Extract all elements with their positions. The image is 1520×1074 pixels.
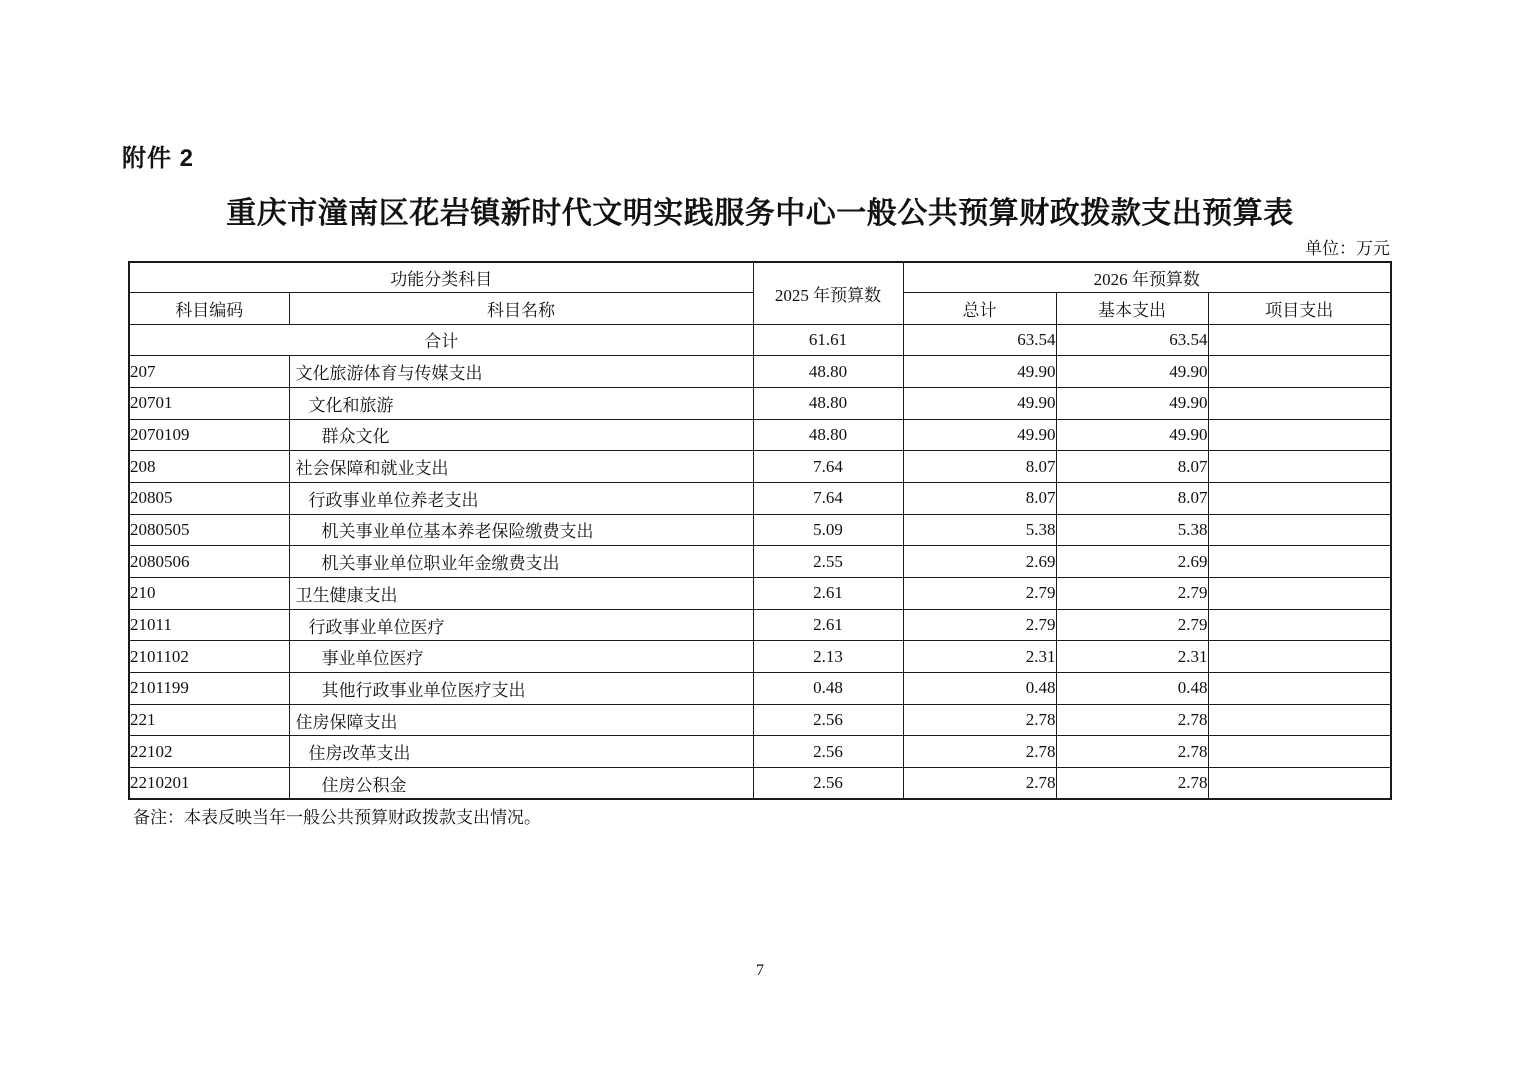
budget-2025-cell: 5.09	[753, 514, 903, 546]
table-row	[129, 546, 1391, 578]
subject-name-cell: 文化旅游体育与传媒支出	[289, 356, 753, 388]
table-header	[129, 262, 1391, 324]
project-2026-cell	[1208, 609, 1391, 641]
basic-2026-cell: 5.38	[1056, 514, 1208, 546]
subject-name-cell: 机关事业单位职业年金缴费支出	[289, 546, 753, 578]
table-row	[129, 578, 1391, 610]
total-2026-cell: 2.78	[903, 704, 1056, 736]
project-2026-cell	[1208, 546, 1391, 578]
subject-name-cell: 住房保障支出	[289, 704, 753, 736]
budget-2025-cell: 2.13	[753, 641, 903, 673]
basic-2026-cell: 0.48	[1056, 673, 1208, 705]
basic-2026-cell: 8.07	[1056, 482, 1208, 514]
basic-2026-cell: 8.07	[1056, 451, 1208, 483]
total-2026-cell: 49.90	[903, 387, 1056, 419]
table-row	[129, 356, 1391, 388]
total-2026-cell: 8.07	[903, 482, 1056, 514]
basic-2026-cell: 2.31	[1056, 641, 1208, 673]
total-2026-cell: 2.78	[903, 736, 1056, 768]
subject-code-cell: 2210201	[129, 768, 289, 800]
page-number: 7	[756, 962, 764, 979]
subject-code-cell: 20701	[129, 387, 289, 419]
table-row	[129, 514, 1391, 546]
budget-2025-cell: 7.64	[753, 482, 903, 514]
header-total-2026: 总计	[903, 292, 1056, 324]
footnote: 备注：本表反映当年一般公共预算财政拨款支出情况。	[133, 808, 541, 827]
total-2026-cell: 2.78	[903, 768, 1056, 800]
subject-code-cell: 22102	[129, 736, 289, 768]
subject-name-cell: 卫生健康支出	[289, 578, 753, 610]
subject-code-cell: 208	[129, 451, 289, 483]
subject-name-cell: 行政事业单位养老支出	[289, 482, 753, 514]
table-body	[129, 324, 1391, 799]
total-2026-cell: 0.48	[903, 673, 1056, 705]
budget-2025-cell: 48.80	[753, 419, 903, 451]
project-2026-cell	[1208, 673, 1391, 705]
subject-name-cell: 群众文化	[289, 419, 753, 451]
subject-code-cell: 2080505	[129, 514, 289, 546]
header-function-category: 功能分类科目	[129, 262, 753, 292]
header-row-1	[129, 262, 1391, 292]
table-row	[129, 704, 1391, 736]
table-row	[129, 768, 1391, 800]
header-budget-2026: 2026 年预算数	[903, 262, 1391, 292]
subject-name-cell: 其他行政事业单位医疗支出	[289, 673, 753, 705]
basic-2026-cell: 2.79	[1056, 609, 1208, 641]
total-2026-cell: 49.90	[903, 419, 1056, 451]
budget-2025-cell: 2.55	[753, 546, 903, 578]
project-2026-cell	[1208, 578, 1391, 610]
total-2026-cell: 2.31	[903, 641, 1056, 673]
budget-2025-cell: 48.80	[753, 356, 903, 388]
subject-name-cell: 住房公积金	[289, 768, 753, 800]
subject-code-cell: 221	[129, 704, 289, 736]
total-2026-cell: 5.38	[903, 514, 1056, 546]
subject-code-cell: 207	[129, 356, 289, 388]
table-row	[129, 609, 1391, 641]
subject-name-cell: 行政事业单位医疗	[289, 609, 753, 641]
header-project-expenditure: 项目支出	[1208, 292, 1391, 324]
project-2026-cell	[1208, 768, 1391, 800]
budget-2025-cell: 2.56	[753, 768, 903, 800]
page-title: 重庆市潼南区花岩镇新时代文明实践服务中心一般公共预算财政拨款支出预算表	[226, 197, 1294, 230]
budget-2025-cell: 0.48	[753, 673, 903, 705]
project-2026-cell	[1208, 736, 1391, 768]
budget-table	[128, 261, 1392, 800]
header-budget-2025: 2025 年预算数	[753, 262, 903, 324]
subject-code-cell: 2101199	[129, 673, 289, 705]
table-row	[129, 387, 1391, 419]
basic-2026-cell: 49.90	[1056, 419, 1208, 451]
header-subject-code: 科目编码	[129, 292, 289, 324]
table-row	[129, 673, 1391, 705]
budget-2025-cell: 61.61	[753, 324, 903, 356]
attachment-label: 附件 2	[122, 145, 195, 172]
basic-2026-cell: 63.54	[1056, 324, 1208, 356]
total-row-label: 合计	[129, 324, 753, 356]
budget-2025-cell: 48.80	[753, 387, 903, 419]
project-2026-cell	[1208, 356, 1391, 388]
basic-2026-cell: 49.90	[1056, 356, 1208, 388]
project-2026-cell	[1208, 451, 1391, 483]
total-2026-cell: 63.54	[903, 324, 1056, 356]
subject-code-cell: 2080506	[129, 546, 289, 578]
total-row	[129, 324, 1391, 356]
table-row	[129, 736, 1391, 768]
budget-2025-cell: 2.56	[753, 736, 903, 768]
total-2026-cell: 2.79	[903, 578, 1056, 610]
total-2026-cell: 2.69	[903, 546, 1056, 578]
budget-2025-cell: 2.61	[753, 609, 903, 641]
table-row	[129, 482, 1391, 514]
project-2026-cell	[1208, 482, 1391, 514]
total-2026-cell: 8.07	[903, 451, 1056, 483]
subject-code-cell: 20805	[129, 482, 289, 514]
project-2026-cell	[1208, 514, 1391, 546]
project-2026-cell	[1208, 324, 1391, 356]
basic-2026-cell: 2.78	[1056, 704, 1208, 736]
table-row	[129, 641, 1391, 673]
header-subject-name: 科目名称	[289, 292, 753, 324]
subject-code-cell: 210	[129, 578, 289, 610]
table-row	[129, 451, 1391, 483]
basic-2026-cell: 2.79	[1056, 578, 1208, 610]
project-2026-cell	[1208, 641, 1391, 673]
subject-code-cell: 21011	[129, 609, 289, 641]
header-basic-expenditure: 基本支出	[1056, 292, 1208, 324]
table-row	[129, 419, 1391, 451]
basic-2026-cell: 2.78	[1056, 768, 1208, 800]
subject-name-cell: 事业单位医疗	[289, 641, 753, 673]
total-2026-cell: 49.90	[903, 356, 1056, 388]
subject-name-cell: 住房改革支出	[289, 736, 753, 768]
subject-name-cell: 文化和旅游	[289, 387, 753, 419]
subject-code-cell: 2070109	[129, 419, 289, 451]
basic-2026-cell: 2.78	[1056, 736, 1208, 768]
subject-name-cell: 社会保障和就业支出	[289, 451, 753, 483]
unit-note: 单位：万元	[1305, 239, 1390, 258]
budget-2025-cell: 7.64	[753, 451, 903, 483]
subject-code-cell: 2101102	[129, 641, 289, 673]
total-2026-cell: 2.79	[903, 609, 1056, 641]
project-2026-cell	[1208, 704, 1391, 736]
project-2026-cell	[1208, 419, 1391, 451]
project-2026-cell	[1208, 387, 1391, 419]
budget-2025-cell: 2.61	[753, 578, 903, 610]
basic-2026-cell: 2.69	[1056, 546, 1208, 578]
subject-name-cell: 机关事业单位基本养老保险缴费支出	[289, 514, 753, 546]
basic-2026-cell: 49.90	[1056, 387, 1208, 419]
budget-2025-cell: 2.56	[753, 704, 903, 736]
